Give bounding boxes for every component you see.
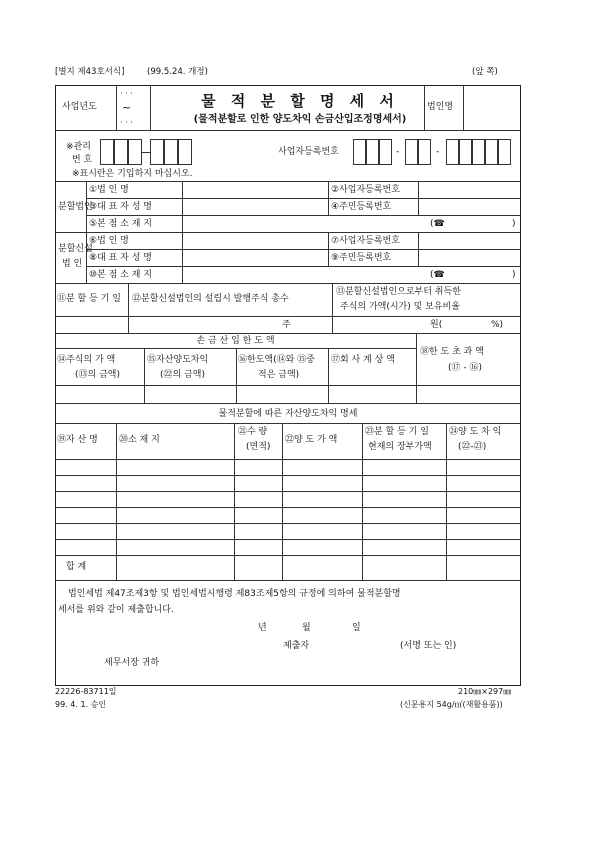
shares-unit: 주 <box>282 320 291 330</box>
statement-line-1: 법인세법 제47조제3항 및 법인세법시행령 제83조제5항의 규정에 의하여 물적분할명 <box>68 589 401 599</box>
form-code: 22226-83711일 <box>55 687 117 696</box>
split-rep-name-input[interactable] <box>185 200 329 216</box>
new-corp-name-label: ⑥법 인 명 <box>89 236 129 246</box>
mgmt-no-digit[interactable] <box>178 139 192 165</box>
divider <box>55 403 521 404</box>
new-corp-label: 법 인 <box>62 259 83 269</box>
notice-text: ※표시란은 기입하지 마십시오. <box>72 169 193 179</box>
biz-no-digit[interactable] <box>366 139 379 165</box>
mgmt-no-digit[interactable] <box>150 139 164 165</box>
total-shares-input[interactable] <box>132 318 281 334</box>
new-biz-no-input[interactable] <box>421 234 521 250</box>
company-booked-input[interactable] <box>331 387 417 403</box>
mgmt-no-digit[interactable] <box>100 139 114 165</box>
split-address-input[interactable] <box>185 217 429 233</box>
month-label: 월 <box>302 623 311 633</box>
divider <box>55 459 521 460</box>
date-dots: · · · <box>120 89 133 98</box>
share-amount-header: ⑭주식의 가 액 <box>57 355 116 365</box>
form-title: 물 적 분 할 명 세 서 <box>201 92 399 110</box>
split-resident-no-input[interactable] <box>421 200 521 216</box>
biz-no-digit[interactable] <box>459 139 472 165</box>
divider <box>55 580 521 581</box>
year-range-tilde: ~ <box>122 101 132 114</box>
quantity-header: ㉑수 량 <box>238 427 268 437</box>
divider <box>463 85 464 130</box>
mgmt-no-digit[interactable] <box>128 139 142 165</box>
mgmt-no-label: 번 호 <box>72 155 93 165</box>
biz-no-digit[interactable] <box>498 139 511 165</box>
form-subtitle: (물적분할로 인한 양도차익 손금산입조정명세서) <box>193 114 407 125</box>
new-biz-no-label: ⑦사업자등록번호 <box>331 236 400 246</box>
split-reg-date-input[interactable] <box>58 318 128 334</box>
split-resident-no-label: ④주민등록번호 <box>331 202 392 212</box>
location-header: ⑳소 재 지 <box>119 435 160 445</box>
divider <box>55 385 521 386</box>
new-corp-label: 분할신설 <box>58 244 93 254</box>
biz-no-digit[interactable] <box>379 139 392 165</box>
divider <box>55 423 521 424</box>
limit-amount-header: 적은 금액) <box>258 370 300 380</box>
mgmt-no-digit[interactable] <box>164 139 178 165</box>
limit-amount-header: ⑯한도액(⑭와 ⑮중 <box>238 355 315 365</box>
biz-no-digit[interactable] <box>472 139 485 165</box>
divider <box>55 130 521 131</box>
share-value-input[interactable] <box>336 318 430 334</box>
corp-name-label: 법인명 <box>427 102 454 112</box>
transfer-gain-header: ㉔양 도 차 익 <box>449 427 502 437</box>
split-reg-date-header: ⑪분 할 등 기 일 <box>57 294 121 304</box>
divider <box>55 181 521 182</box>
divider <box>282 423 283 580</box>
biz-no-digit[interactable] <box>353 139 366 165</box>
divider <box>116 423 117 580</box>
divider <box>55 555 521 556</box>
transfer-price-header: ㉒양 도 가 액 <box>285 435 338 445</box>
book-value-header: 현재의 장부가액 <box>368 442 432 452</box>
company-booked-header: ⑰회 사 계 상 액 <box>331 355 395 365</box>
split-corp-name-label: ①법 인 명 <box>89 185 129 195</box>
total-label: 합 계 <box>66 562 87 572</box>
transfer-gain-header: (㉒-㉓) <box>458 442 487 452</box>
business-year-label: 사업년도 <box>62 102 97 112</box>
asset-name-header: ⑲자 산 명 <box>57 435 98 445</box>
asset-gain-header: (㉒의 금액) <box>160 370 205 380</box>
new-corp-name-input[interactable] <box>185 234 329 250</box>
split-phone-close: ) <box>512 219 516 229</box>
divider <box>446 423 447 580</box>
new-resident-no-input[interactable] <box>421 251 521 267</box>
revision-date: (99.5.24. 개정) <box>147 67 208 77</box>
split-corp-label: 분할법인 <box>58 202 93 212</box>
dash: - <box>436 147 440 157</box>
addressee: 세무서장 귀하 <box>104 658 160 668</box>
biz-no-digit[interactable] <box>405 139 418 165</box>
split-rep-name-label: ③대 표 자 성 명 <box>89 202 152 212</box>
limit-amount-input[interactable] <box>239 387 329 403</box>
asset-gain-header: ⑮자산양도차익 <box>147 355 209 365</box>
quantity-header: (면적) <box>246 442 271 452</box>
divider <box>150 85 151 130</box>
divider <box>55 475 521 476</box>
mgmt-no-label: ※관리 <box>66 142 91 152</box>
split-phone-label: (☎ <box>430 219 445 229</box>
divider <box>332 283 333 333</box>
share-amount-input[interactable] <box>58 387 145 403</box>
paper-size: 210㎜×297㎜ <box>458 687 512 696</box>
mgmt-no-digit[interactable] <box>114 139 128 165</box>
new-rep-name-input[interactable] <box>185 251 329 267</box>
share-amount-header: (⑬의 금액) <box>75 370 120 380</box>
divider <box>55 316 521 317</box>
new-address-label: ⑩본 점 소 재 지 <box>89 270 152 280</box>
split-corp-name-input[interactable] <box>185 183 329 199</box>
asset-gain-input[interactable] <box>147 387 237 403</box>
divider <box>234 423 235 580</box>
dash-line <box>142 152 150 153</box>
biz-reg-no-label: 사업자등록번호 <box>278 147 339 157</box>
biz-no-digit[interactable] <box>485 139 498 165</box>
won-unit: 원( <box>430 320 443 330</box>
new-rep-name-label: ⑧대 표 자 성 명 <box>89 253 152 263</box>
date-dots: · · · <box>120 118 133 127</box>
divider <box>55 507 521 508</box>
divider <box>128 283 129 333</box>
new-phone-label: (☎ <box>430 270 445 280</box>
divider <box>55 523 521 524</box>
page-side: (앞 쪽) <box>472 67 498 77</box>
statement-line-2: 세서를 위와 같이 제출합니다. <box>58 605 174 615</box>
ownership-pct-input[interactable] <box>450 318 490 334</box>
biz-no-digit[interactable] <box>446 139 459 165</box>
dash: - <box>396 147 400 157</box>
biz-no-digit[interactable] <box>418 139 431 165</box>
share-value-header: 주식의 가액(시가) 및 보유비율 <box>340 302 460 312</box>
divider <box>55 539 521 540</box>
split-biz-no-label: ②사업자등록번호 <box>331 185 400 195</box>
day-label: 일 <box>352 623 361 633</box>
total-shares-header: ⑫분할신설법인의 설립시 발행주식 총수 <box>132 294 289 304</box>
excess-header: (⑰ - ⑯) <box>448 363 482 373</box>
split-biz-no-input[interactable] <box>421 183 521 199</box>
corp-name-input[interactable] <box>466 100 522 116</box>
divider <box>362 423 363 580</box>
book-value-header: ㉓분 할 등 기 일 <box>365 427 429 437</box>
approval-date: 99. 4. 1. 승인 <box>55 700 107 709</box>
new-phone-close: ) <box>512 270 516 280</box>
new-resident-no-label: ⑨주민등록번호 <box>331 253 392 263</box>
new-address-input[interactable] <box>185 268 429 284</box>
limit-title: 손 금 산 입 한 도 액 <box>196 336 275 346</box>
submitter-label: 제출자 <box>283 641 310 651</box>
signature-label: (서명 또는 인) <box>400 641 457 651</box>
year-label: 년 <box>258 623 267 633</box>
share-value-header: ⑬분할신설법인으로부터 취득한 <box>336 287 461 297</box>
split-address-label: ⑤본 점 소 재 지 <box>89 219 152 229</box>
divider <box>55 491 521 492</box>
excess-input[interactable] <box>419 387 521 403</box>
excess-header: ⑱한 도 초 과 액 <box>420 347 484 357</box>
divider <box>116 85 117 130</box>
detail-title: 물적분할에 따른 자산양도차익 명세 <box>218 409 358 419</box>
pct-unit: %) <box>491 320 504 330</box>
form-number: [별지 제43호서식] <box>55 67 125 77</box>
paper-type: (신문용지 54g/㎡(재활용품)) <box>400 700 503 709</box>
